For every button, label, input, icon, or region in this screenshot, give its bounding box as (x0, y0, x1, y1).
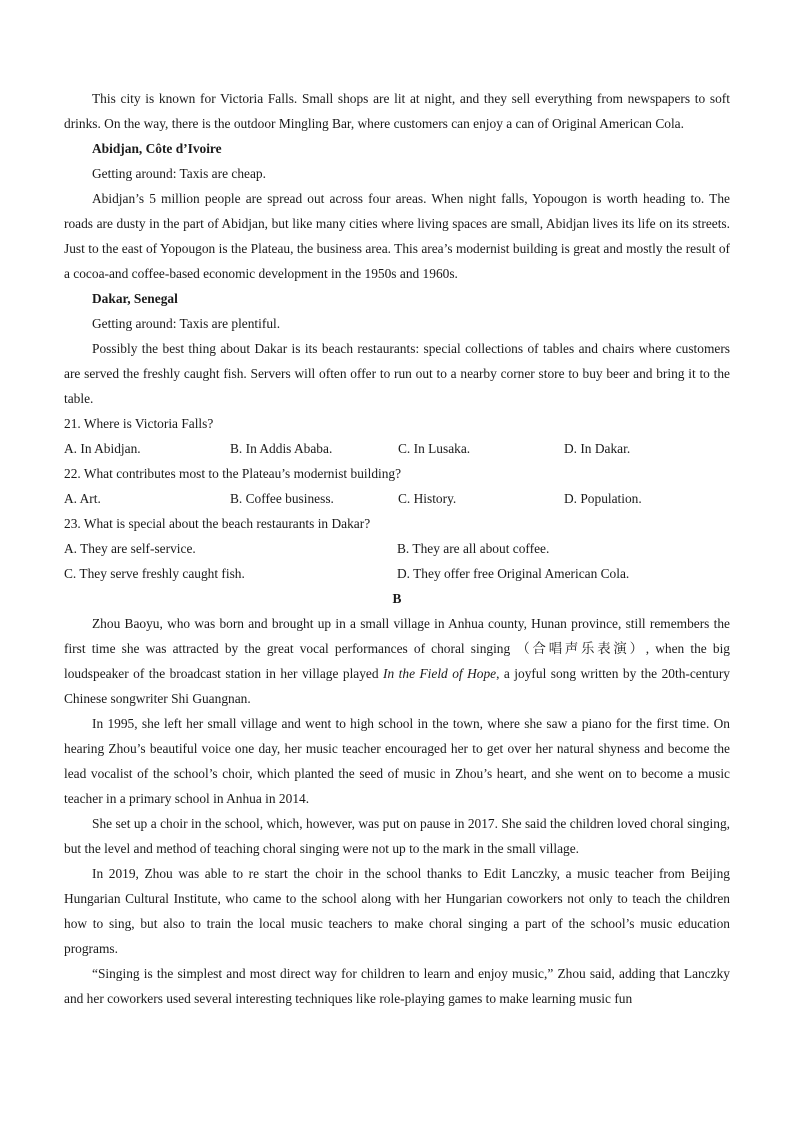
question-23-stem: 23. What is special about the beach restaurants in Dakar? (64, 516, 371, 531)
question-22-options (64, 486, 730, 511)
question-23-options-row-1 (64, 536, 730, 561)
option-c: C. They serve freshly caught fish. (64, 566, 245, 581)
abidjan-heading: Abidjan, Côte d’Ivoire (92, 141, 222, 156)
zhou-paragraph-1 (64, 611, 730, 711)
dakar-paragraph: Possibly the best thing about Dakar is its beach restaurants: special collections of tables and chairs where customers are served the freshly caught fish. Servers will often offer to run out to a nearby corner store to buy beer and bring it to the table. (64, 341, 730, 406)
question-21-stem: 21. Where is Victoria Falls? (64, 416, 214, 431)
option-a: A. Art. (64, 491, 101, 506)
para1-text-after: , a joyful song written by the 20th-century Chinese songwriter Shi Guangnan. (64, 666, 731, 706)
question-21-options (64, 436, 730, 461)
abidjan-paragraph: Abidjan’s 5 million people are spread out across four areas. When night falls, Yopougon is worth heading to. The roads are dusty in the part of Abidjan, but like many cities where living spaces are small, Abidjan lives its life on its streets. Just to the east of Yopougon is the Plateau, the business area. This area’s modernist building is great and mostly the result of a cocoa-and coffee-based economic development in the 1950s and 1960s. (64, 191, 730, 281)
question-22-stem: 22. What contributes most to the Plateau’s modernist building? (64, 466, 402, 481)
option-a: A. In Abidjan. (64, 441, 141, 456)
para1-text-before: Zhou Baoyu, who was born and brought up in a small village in Anhua county, Hunan province, still remembers the first time she was attracted by the great vocal performances of choral singing （合唱声乐表演）, when the big loudspeaker of the broadcast station in her village played (64, 616, 730, 681)
dakar-heading: Dakar, Senegal (92, 291, 178, 306)
option-d: D. In Dakar. (563, 441, 631, 456)
option-b: B. In Addis Ababa. (230, 441, 333, 456)
option-c: C. In Lusaka. (397, 441, 471, 456)
document-page (64, 86, 730, 1011)
zhou-paragraph-5: “Singing is the simplest and most direct way for children to learn and enjoy music,” Zhou said, adding that Lanczky and her coworkers used several interesting techniques like role-playing games to make learning music fun (64, 966, 730, 1006)
option-d: D. Population. (563, 491, 642, 506)
dakar-getting-around: Getting around: Taxis are plentiful. (92, 316, 281, 331)
option-d: D. They offer free Original American Cola. (397, 566, 630, 581)
option-a: A. They are self-service. (64, 541, 196, 556)
option-c: C. History. (397, 491, 457, 506)
zhou-paragraph-2: In 1995, she left her small village and went to high school in the town, where she saw a piano for the first time. On hearing Zhou’s beautiful voice one day, her music teacher encouraged her to get over her natural shyness and become the lead vocalist of the school’s choir, which planted the seed of music in Zhou’s heart, and she went on to become a music teacher in a primary school in Anhua in 2014. (64, 716, 730, 806)
option-b: B. Coffee business. (230, 491, 334, 506)
zhou-paragraph-4: In 2019, Zhou was able to re start the choir in the school thanks to Edit Lanczky, a music teacher from Beijing Hungarian Cultural Institute, who came to the school along with her Hungarian coworkers not only to teach the children how to sing, but also to train the local music teachers to make choral singing a part of the school’s music education programs. (64, 866, 730, 956)
lusaka-paragraph: This city is known for Victoria Falls. Small shops are lit at night, and they sell everything from newspapers to soft drinks. On the way, there is the outdoor Mingling Bar, where customers can enjoy a can of Original American Cola. (64, 91, 730, 131)
song-title: In the Field of Hope (383, 666, 497, 681)
zhou-paragraph-3: She set up a choir in the school, which, however, was put on pause in 2017. She said the children loved choral singing, but the level and method of teaching choral singing were not up to the mark in the small village. (64, 816, 730, 856)
section-b-label: B (392, 591, 402, 606)
abidjan-getting-around: Getting around: Taxis are cheap. (92, 166, 266, 181)
question-23-options-row-2 (64, 561, 730, 586)
option-b: B. They are all about coffee. (397, 541, 550, 556)
